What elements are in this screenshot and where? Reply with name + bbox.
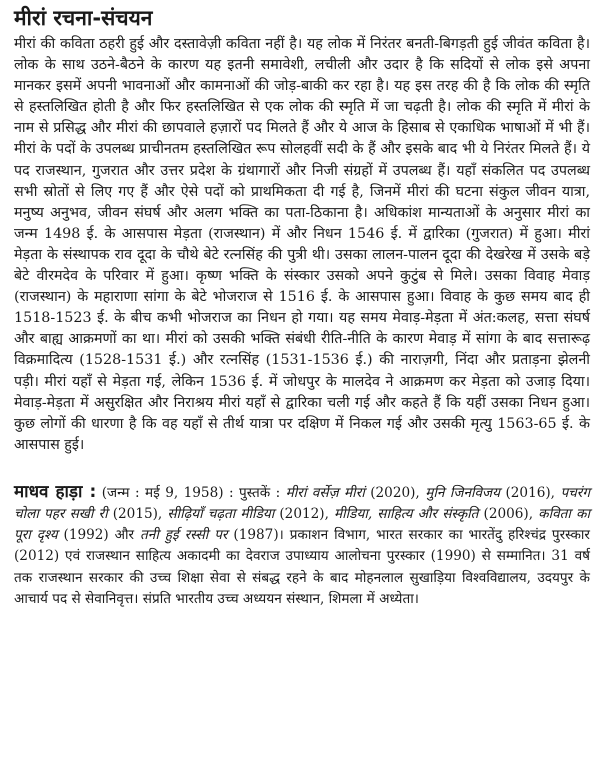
book-year-4: (2012), (274, 506, 334, 523)
book-title-5: मीडिया, साहित्य और संस्कृति (334, 506, 479, 523)
book-year-3: (2015), (107, 506, 168, 523)
book-title-4: सीढ़ियाँ चढ़ता मीडिया (167, 506, 275, 523)
book-title-3: पचरंग चोला पहर सखी री (14, 484, 591, 523)
book-year-6: (1992) और (57, 527, 141, 544)
book-title-1: मीरां वर्सेज़ मीरां (285, 484, 365, 501)
bio-birth: (जन्म : मई 9, 1958) : पुस्तकें : (96, 484, 286, 501)
page-title: मीरां रचना-संचयन (14, 6, 153, 30)
book-title-7: तनी हुई रस्सी पर (140, 527, 228, 544)
book-year-2: (2016), (500, 484, 561, 501)
book-title-2: मुनि जिनविजय (425, 484, 501, 501)
book-title-6: कविता का पूरा दृश्य (14, 506, 591, 544)
author-name: माधव हाड़ा : (14, 481, 97, 502)
main-paragraph: मीरां की कविता ठहरी हुई और दस्तावेज़ी कविता नहीं है। यह लोक में निरंतर बनती-बिगड़ती हुई जीवंत कविता है। लोक के साथ उठने-बैठने के कारण यह इतनी समावेशी, लचीली और उदार है कि सदियों से लोक इसे अपना मानकर इसमें अपनी भावनाओं और कामनाओं की जोड़-बाकी कर रहा है। यह इस तरह की है कि लोक की स्मृति से हस्तलिखित होती है और फिर हस्तलिखित से एक लोक की स्मृति में जा चढ़ती है। लोक की स्मृति में मीरां के नाम से प्रसिद्ध और मीरां की छापवाले हज़ारों पद मिलते हैं और ये आज के हिसाब से एकाधिक भाषाओं में भी हैं। मीरां के पदों के उपलब्ध प्राचीनतम हस्तलिखित रूप सोलहवीं सदी के हैं और इसके बाद भी ये निरंतर मिलते हैं। ये पद राजस्थान, गुजरात और उत्तर प्रदेश के ग्रंथागारों और निजी संग्रहों में उपलब्ध हैं। यहाँ संकलित पद उपलब्ध सभी स्रोतों से लिए गए हैं और ऐसे पदों को प्राथमिकता दी गई है, जिनमें मीरां की घटना संकुल जीवन यात्रा, मनुष्य अनुभव, जीवन संघर्ष और अलग भक्ति का पता-ठिकाना है। अधिकांश मान्यताओं के अनुसार मीरां का जन्म 1498 ई. के आसपास मेड़ता (राजस्थान) में और निधन 1546 ई. में द्वारिका (गुजरात) में हुआ। मीरां मेड़ता के संस्थापक राव दूदा के चौथे बेटे रत्नसिंह की पुत्री थी। उसका लालन-पालन दूदा की देखरेख में उसके बड़े बेटे वीरमदेव के परिवार में हुआ। कृष्ण भक्ति के संस्कार उसको अपने कुटुंब से मिले। उसका विवाह मेवाड़ (राजस्थान) के महाराणा सांगा के बेटे भोजराज से 1516 ई. के आसपास हुआ। विवाह के कुछ समय बाद ही 1518-1523 ई. के बीच कभी भोजराज का निधन हो गया। यह समय मेवाड़-मेड़ता में अंत:कलह, सत्ता संघर्ष और बाह्य आक्रमणों का था। मीरां को उसकी भक्ति संबंधी रीति-नीति के कारण मेवाड़ में सांगा के बाद सत्तारूढ़ विक्रमादित्य (1528-1531 ई.) और रत्नसिंह (1531-1536 ई.) की नाराज़गी, निंदा और प्रताड़ना झेलनी पड़ी। मीरां यहाँ से मेड़ता गई, लेकिन 1536 ई. में जोधपुर के मालदेव ने आक्रमण कर मेड़ता को उजाड़ दिया। मेवाड़-मेड़ता में असुरक्षित और निराश्रय मीरां यहाँ से द्वारिका चली गई और कहते हैं कि यहीं उसका निधन हुआ। कुछ लोगों की धारणा है कि वह यहाँ से तीर्थ यात्रा पर दक्षिण में निकल गई और उसकी मृत्यु 1563-65 ई. के आसपास हुई। (14, 36, 590, 453)
book-year-1: (2020), (364, 484, 426, 501)
author-bio (14, 482, 590, 610)
book-year-5: (2006), (478, 506, 539, 523)
bio-rest: (1987)। प्रकाशन विभाग, भारत सरकार का भारतेंदु हरिश्चंद्र पुरस्कार (2012) एवं राजस्थान साहित्य अकादमी का देवराज उपाध्याय आलोचना पुरस्कार (1990) से सम्मानित। 31 वर्ष तक राजस्थान सरकार की उच्च शिक्षा सेवा से संबद्ध रहने के बाद मोहनलाल सुखाड़िया विश्वविद्यालय, उदयपुर के आचार्य पद से सेवानिवृत्त। संप्रति भारतीय उच्च अध्ययन संस्थान, शिमला में अध्येता। (14, 527, 590, 607)
